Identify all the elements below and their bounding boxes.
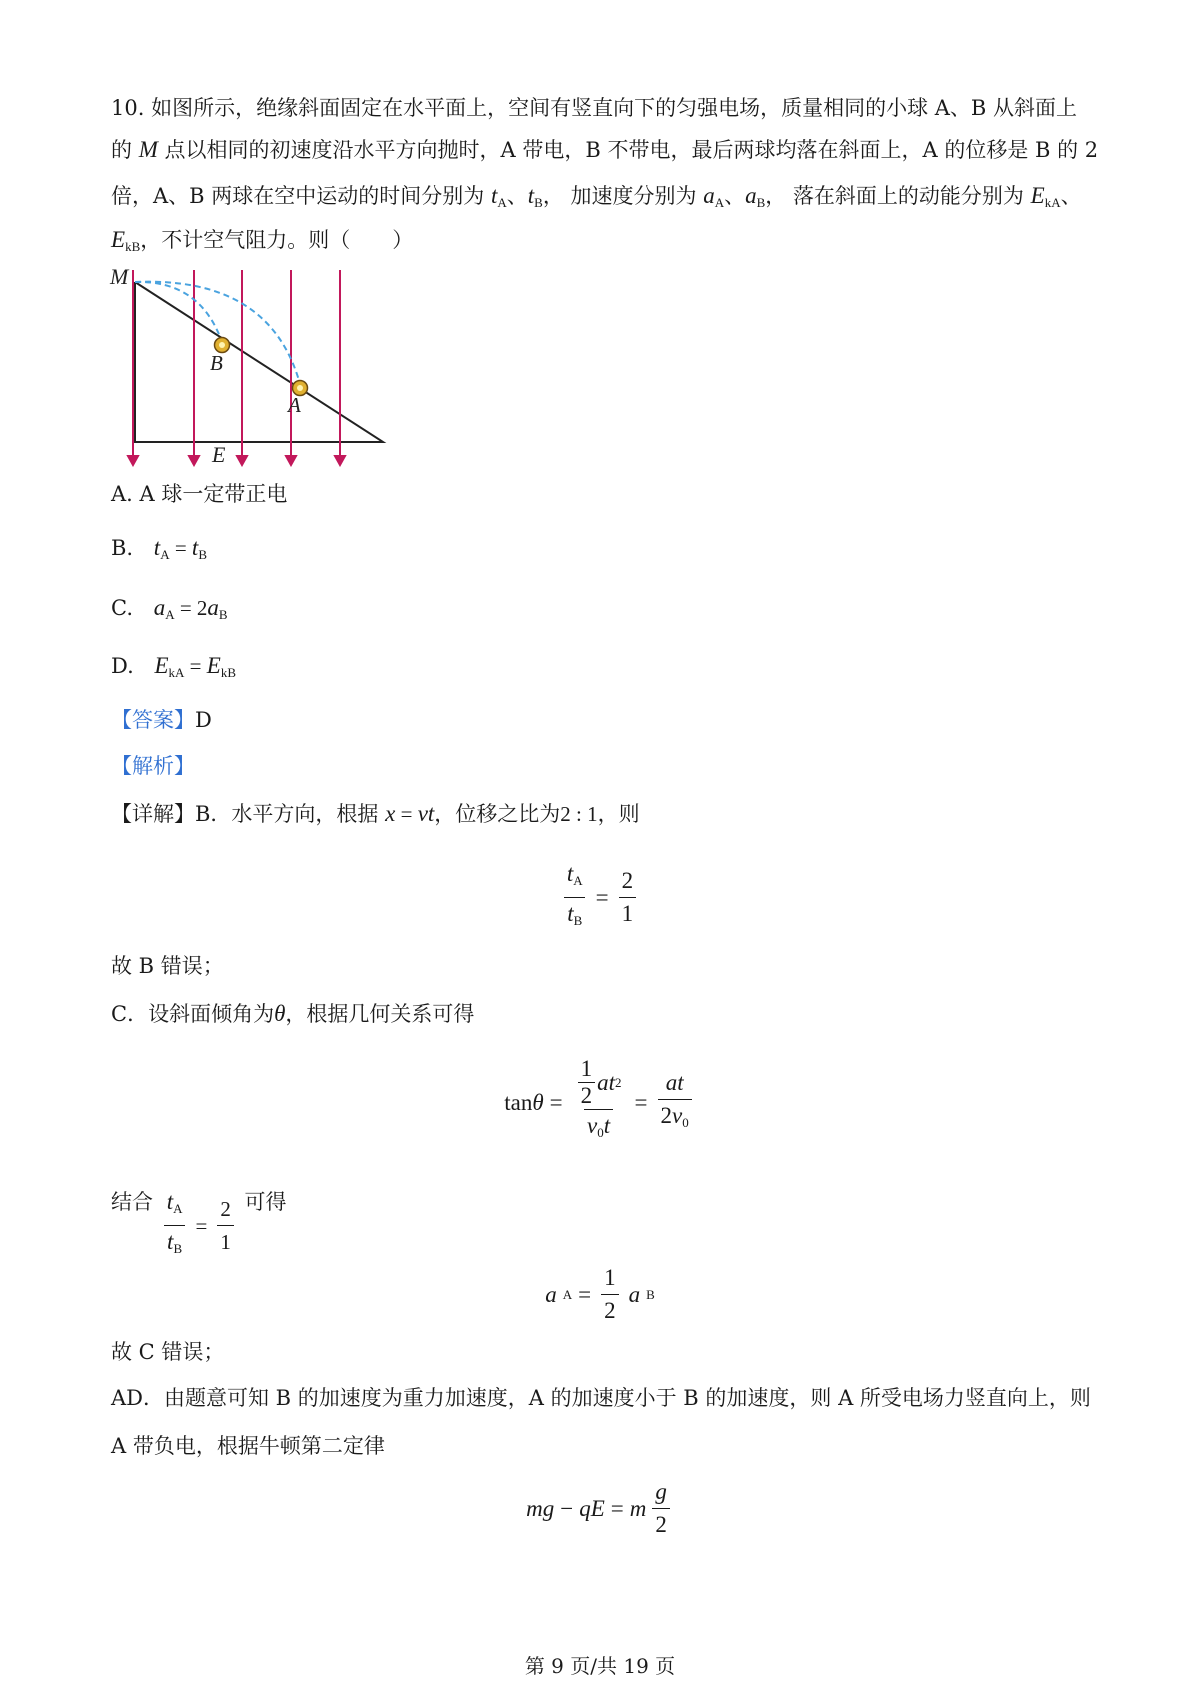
detail-label: 【详解】 xyxy=(111,802,195,826)
page-footer: 第 9 页/共 19 页 xyxy=(524,1654,676,1678)
var-aB: $a_B$ xyxy=(745,183,766,210)
option-B: B. $t_A = t_B$ xyxy=(111,535,207,562)
var-tA: $t_A$ xyxy=(490,183,507,210)
label-A: A xyxy=(288,393,301,417)
label-M: M xyxy=(110,264,129,289)
detail-c-line: C．设斜面倾角为θ，根据几何关系可得 xyxy=(111,1001,475,1026)
question-line-4: $E_{kB}$，不计空气阻力。则（ ） xyxy=(111,227,414,254)
option-A: A. A 球一定带正电 xyxy=(111,482,288,506)
detail-b-line: 【详解】B．水平方向，根据 x = vt，位移之比为2 : 1，则 xyxy=(111,801,640,826)
option-D: D. $E_{kA} = E_{kB}$ xyxy=(111,653,236,680)
detail-c-conclusion: 故 C 错误； xyxy=(111,1340,225,1364)
detail-ad-line-1: AD．由题意可知 B 的加速度为重力加速度，A 的加速度小于 B 的加速度，则 A 所受电场力竖直向上，则 xyxy=(111,1386,1091,1410)
var-EkA: $E_{kA}$ xyxy=(1030,183,1061,210)
ratio-value: 2 : 1 xyxy=(560,802,598,826)
label-B: B xyxy=(210,351,223,375)
question-line-2: 的 M 点以相同的初速度沿水平方向抛时，A 带电，B 不带电，最后两球均落在斜面上，A 的位移是 B 的 2 xyxy=(111,137,1099,162)
label-E: E xyxy=(212,442,226,467)
combine-line: 结合 $\frac{t_A}{t_B}$ = $\frac{2}{1}$ 可得 xyxy=(111,1188,287,1263)
detail-b-conclusion: 故 B 错误； xyxy=(111,954,224,978)
point-M-symbol: M xyxy=(138,137,158,162)
answer-line xyxy=(111,706,212,734)
analysis-label: 【解析】 xyxy=(111,754,195,778)
question-line-3: 倍，A、B 两球在空中运动的时间分别为 $t_A$、$t_B$， 加速度分别为 $a_A$、$a_B$， 落在斜面上的动能分别为 $E_{kA}$、 xyxy=(111,183,1082,210)
var-aA: $a_A$ xyxy=(703,183,725,210)
question-line-1: 10. 如图所示，绝缘斜面固定在水平面上，空间有竖直向下的匀强电场，质量相同的小球 A、B 从斜面上 xyxy=(111,96,1078,120)
detail-ad-line-2: A 带负电，根据牛顿第二定律 xyxy=(111,1434,385,1458)
option-C: C. $a_A = 2a_B$ xyxy=(111,595,228,622)
answer-value: D xyxy=(195,708,212,732)
equation-newton: mg − qE = m $\frac{g}{2}$ xyxy=(0,1478,1200,1539)
incline-figure xyxy=(100,262,400,467)
incline-triangle xyxy=(135,282,383,442)
equation-tan-theta: tanθ = $\frac{1}{2}$ at 2 $v_0t$ = $\frac{at}{2v_0}$ xyxy=(0,1058,1200,1147)
var-tB: $t_B$ xyxy=(527,183,543,210)
answer-label: 【答案】 xyxy=(111,708,195,732)
equation-aA-aB: a A = $\frac{1}{2}$ a B xyxy=(545,1265,655,1323)
equation-tA-over-tB: $\frac{t_A}{t_B}$ = $\frac{2}{1}$ xyxy=(0,860,1200,935)
var-EkB: $E_{kB}$ xyxy=(111,227,141,254)
